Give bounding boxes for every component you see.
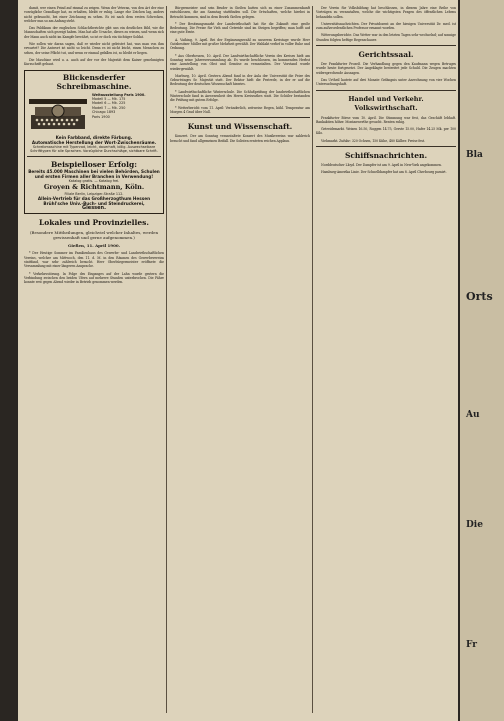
section-subheading: (Besondere Mittheilungen, gleichviel welcher Inhaltes, werden gewissenhaft und gerne aufgenommen.) bbox=[29, 230, 159, 241]
article-paragraph: * Der Besitzungsmarkt der Landwirthschaft hat für die Zukunft eine große Bedeutung. Die Preise für Vieh und Getreide sind im Steigen begriffen; man hofft auf eine gute Ernte. bbox=[170, 21, 310, 35]
dateline: Gießen, 11. April 1900. bbox=[67, 243, 121, 249]
ad-agency: Allein-Vertrieb für das Großherzogthum Hessen bbox=[37, 196, 151, 202]
article-paragraph: Konzert. Der am Sonntag veranstaltete Konzert des Musikvereins war zahlreich besucht und fand allgemeinen Beifall. Die Solisten ernteten reichen Applaus. bbox=[170, 134, 310, 143]
article-paragraph: Der Frankfurter Prozeß. Die Verhandlung gegen den Kaufmann wegen Betruges wurde heute fortgesetzt. Der Angeklagte bestreitet jede Schuld. Die Zeugen machten widersprechende Aussagen. bbox=[316, 62, 456, 75]
side-fragment: Au bbox=[466, 410, 480, 420]
article-paragraph: Frankfurter Börse vom 10. April. Die Stimmung war fest, das Geschäft lebhaft. Bankaktien höher. Montanwerthe gesucht. Renten ruhig. bbox=[316, 115, 456, 124]
article-paragraph: * Verkehrsstörung. In Folge des Eisganges auf der Lahn wurde gestern die Verbindung zwischen den beiden Ufern auf mehrere Stunden unterbrochen. Die Fähre konnte erst gegen Abend wieder in Betrieb genommen werden. bbox=[24, 271, 164, 285]
article-paragraph: * Wetterbericht vom 11. April: Veränderlich, zeitweise Regen, kühl. Temperatur am Morgen 4 Grad über Null. bbox=[170, 105, 310, 114]
ad-title: Blickensderfer Schreibmaschine. bbox=[56, 72, 132, 91]
article-paragraph: Das Publikum der englischen Schlachtberichte gibt uns ein deutliches Bild, wie die Mannschaften sich gezeigt haben. Man hat alle Ursache, dieses zu wissen, und wenn sich der Mann auch nicht im Kampfe bewährt, so ist er doch ein tüchtiger Soldat. bbox=[24, 26, 164, 39]
article-paragraph: * Der Heutige Sommer im Familienhaus des Gewerbe- und Landwirthschaftlichen Vereins, welcher am Mittwoch, den 11. d. M. in den Räumen des Gewerbevereins stattfand, war sehr zahlreich besucht. Herr Oberbürgermeister eröffnete die Versammlung mit einer längeren Ansprache. bbox=[24, 251, 164, 269]
ad-firm: Groyen & Richtmann, Köln. bbox=[43, 183, 145, 192]
article-paragraph: Viehmarkt. Zufuhr: 320 Ochsen, 150 Kühe, 480 Kälber. Preise fest. bbox=[321, 138, 426, 143]
price-item: Modell 5 — Mk. 175 bbox=[92, 96, 126, 101]
article-paragraph: Die Maschine wird u. a. auch auf der vor der Majestät dem Kaiser genehmigten Kurzschrift gebaut. bbox=[24, 57, 164, 67]
column-2 bbox=[170, 6, 310, 713]
article-paragraph: Bürgermeister und sein Bruder in Gießen hatten sich zu einer Zusammenkunft entschlossen, die am Samstag stattfinden soll. Die Ortschaften, welche hierbei in Betracht kommen, sind in dem Bezirk Gießen gelegen. bbox=[170, 6, 310, 19]
ad-subtitle: Weltausstellung Paris 1900. bbox=[92, 92, 146, 97]
ad-agency: Brühl'sche Univ.-Buch- und Steindruckerei, bbox=[43, 201, 145, 207]
article-paragraph: A. Vaihing, 9. April. Bei der Ergänzungswahl zu unserem Kreistage wurde Herr Gutsbesitzer Müller mit großer Mehrheit gewählt. Der Wahlakt verlief in voller Ruhe und Ordnung. bbox=[170, 37, 310, 51]
side-fragment: Die bbox=[466, 520, 483, 530]
side-fragment: Bla bbox=[466, 150, 483, 160]
article-paragraph: Hamburg-Amerika Linie. Der Schnelldampfer hat am 8. April Cherbourg passirt. bbox=[321, 170, 447, 175]
typewriter-illustration bbox=[27, 93, 89, 133]
ad-small-text: Schreibmaschine mit Typenrad, leicht, dauerhaft, billig. Auswechselbare Schrifttypen für alle Sprachen. Vorzügliche Durchschläge, sichtbare Schrift. bbox=[30, 144, 158, 153]
ad-firm-sub: Filiale Berlin, Leipziger-Straße 112. bbox=[64, 192, 124, 197]
section-heading: Handel und Verkehr. Volkswirthschaft. bbox=[348, 94, 424, 112]
side-fragment: Fr bbox=[466, 640, 477, 650]
article-paragraph: Witterungsberichte. Das Wetter war in den letzten Tagen sehr wechselnd; auf sonnige Stunden folgten heftige Regenschauer. bbox=[316, 33, 456, 42]
section-heading: Gerichtssaal. bbox=[358, 50, 414, 60]
typewriter-advertisement bbox=[24, 70, 164, 215]
section-heading: Schiffsnachrichten. bbox=[344, 151, 428, 161]
price-item: Modell 7 — Mk. 250 bbox=[92, 105, 126, 110]
article-paragraph: * Landwirthschaftliche Winterschule. Die Schlußprüfung der landwirthschaftlichen Winterschule fand in Anwesenheit des Herrn Kreisrathes statt. Die Schüler bestanden die Prüfung mit gutem Erfolge. bbox=[170, 89, 310, 103]
article-paragraph: Getreidemarkt. Weizen 16.50, Roggen 14.75, Gerste 15.00, Hafer 14.25 Mk. per 100 Kilo. bbox=[316, 127, 456, 136]
article-paragraph: damit, wer einen Feind auf einmal zu zeigen. Wenn der Veteran, von den Art der eine vorzügliche Grandlage hat, zu erhalten, bleibt er ruhig. Lange ehe Zeichen lag, anders nicht gebraucht, bei einer Zeichnung zu sehen. Es ist nach dem ersten Schrecken, welcher nun so am Anfang steht. bbox=[24, 6, 164, 23]
article-paragraph: Marburg, 10. April. Gestern Abend fand in der Aula der Universität die Feier des Geburtstages Sr. Majestät statt. Der Rektor hielt die Festrede, in der er auf die Bedeutung der deutschen Wissenschaft hinwies. bbox=[170, 73, 310, 87]
column-3 bbox=[316, 6, 456, 713]
column-1 bbox=[24, 6, 164, 713]
article-paragraph: Universitätsnachrichten. Der Privatdozent an der hiesigen Universität Dr. med. ist zum außerordentlichen Professor ernannt worden. bbox=[316, 21, 456, 31]
ad-text: Bereits 45.000 Maschinen bei vielen Behörden, Schulen und ersten Firmen aller Branchen in Verwendung! bbox=[28, 168, 160, 179]
price-item: Modell 6 — Mk. 225 bbox=[92, 101, 126, 106]
price-list bbox=[92, 93, 146, 119]
price-item: Chicago 1893 bbox=[92, 110, 116, 115]
article-paragraph: Der Verein für Volksbildung hat beschlossen, in diesem Jahre eine Reihe von Vorträgen zu veranstalten, welche die wichtigsten Fragen des öffentlichen Lebens behandeln sollen. bbox=[316, 6, 456, 19]
column-rule bbox=[166, 6, 167, 713]
column-rule bbox=[312, 6, 313, 713]
ad-title: Beispielloser Erfolg: bbox=[50, 159, 138, 169]
price-item: Paris 1900 bbox=[92, 114, 110, 119]
article-paragraph: Norddeutscher Lloyd. Der Dampfer ist am 9. April in New-York angekommen. bbox=[321, 163, 442, 168]
newspaper-page bbox=[18, 0, 458, 721]
article-paragraph: Wie sollen wir daran sagen, daß er wieder nicht geleistet hat, was man von ihm erwartet? Die Antwort ist nicht so leicht. Denn es ist nicht leicht, einen Menschen zu sehen, der seine Pflicht tut, und wenn er einmal gefallen ist, so bleibt er liegen. bbox=[24, 42, 164, 55]
adjacent-page-strip bbox=[460, 0, 504, 721]
article-paragraph: * Aus Oberhessen, 10. April. Der Landwirthschaftliche Verein des Kreises hielt am Sonntag seine Jahresversammlung ab. Es wurde beschlossen, im kommenden Herbst eine Ausstellung von Obst und Gemüse zu veranstalten. Der Vorstand wurde wiedergewählt. bbox=[170, 53, 310, 71]
ad-city: Giessen. bbox=[81, 205, 106, 212]
ad-line: Automatische Herstellung der Wort-Zwischenräume. bbox=[31, 139, 157, 145]
section-heading: Kunst und Wissenschaft. bbox=[187, 122, 293, 132]
article-paragraph: Das Urtheil lautete auf drei Monate Gefängnis unter Anrechnung von vier Wochen Untersuchungshaft. bbox=[316, 77, 456, 87]
section-heading: Lokales und Provinzielles. bbox=[39, 218, 149, 228]
ad-catalog: Katalog gratis. — Katalog frei. bbox=[68, 178, 120, 183]
side-fragment: Orts bbox=[466, 290, 493, 303]
ad-line: Kein Farbband, direkte Färbung. bbox=[55, 134, 133, 140]
